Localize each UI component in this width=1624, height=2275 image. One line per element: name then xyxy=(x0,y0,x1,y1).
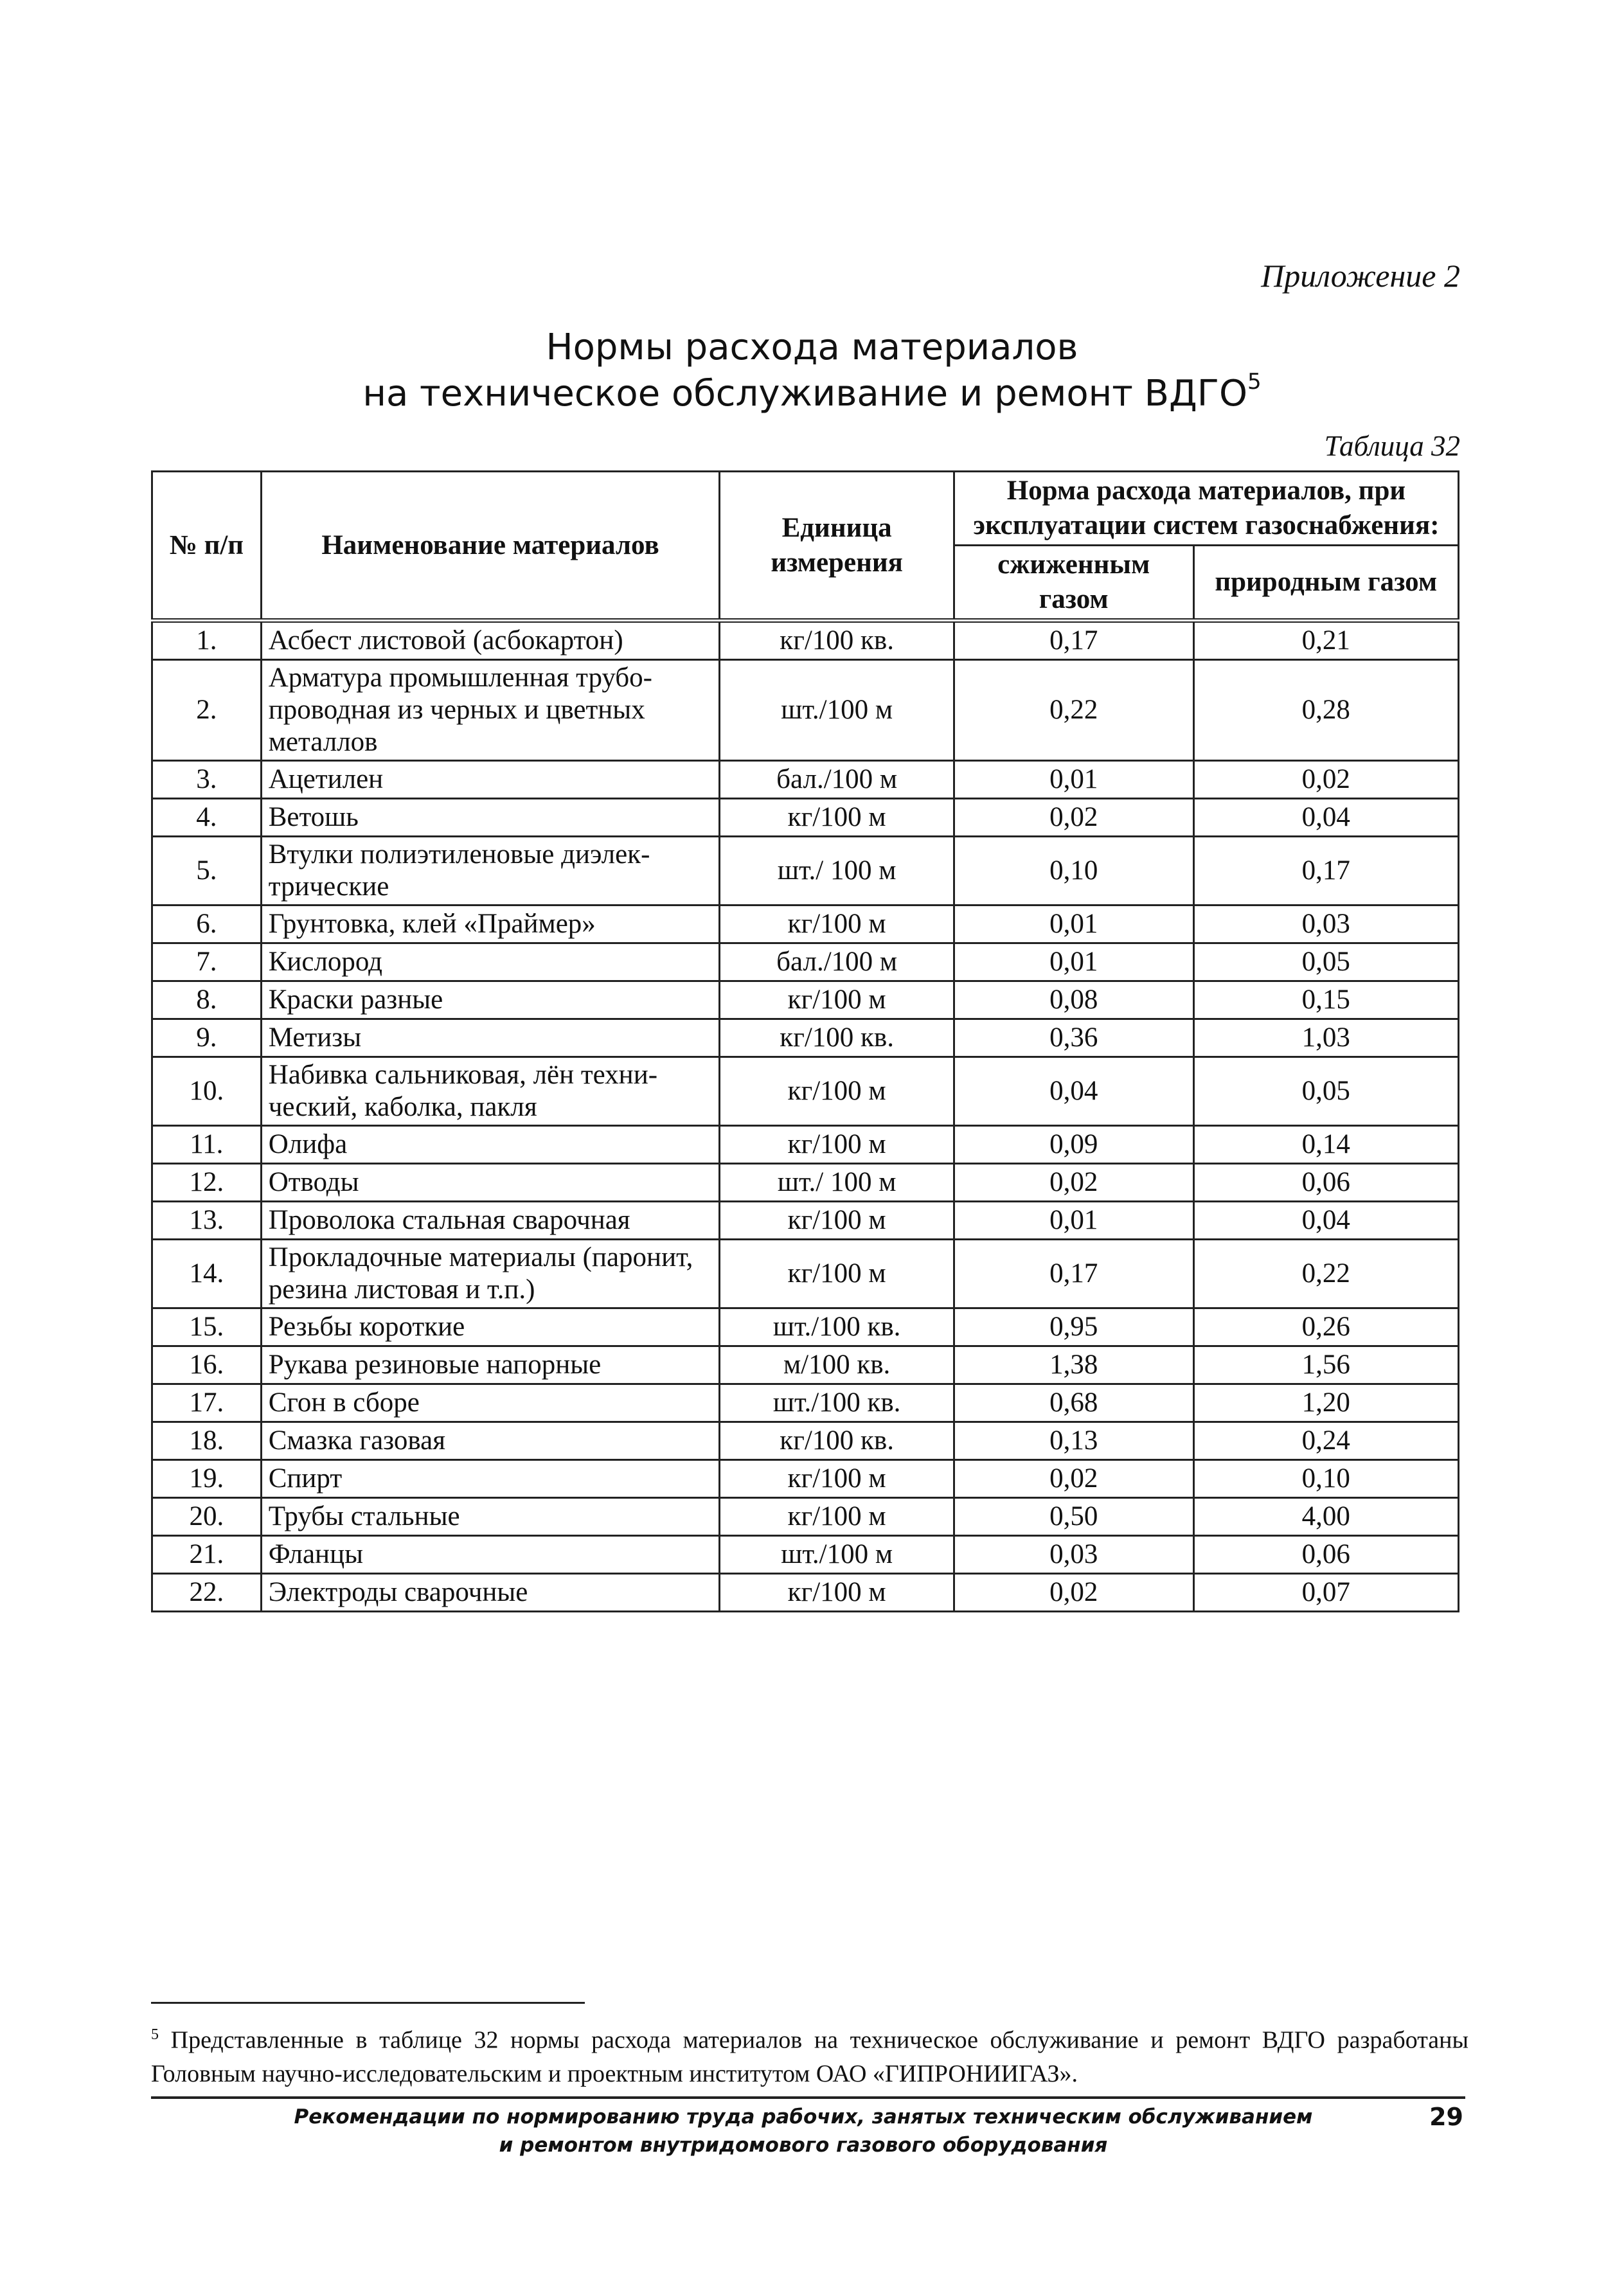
unit-of-measure: шт./100 кв. xyxy=(720,1384,954,1422)
material-name: Отводы xyxy=(261,1164,720,1202)
row-number: 4. xyxy=(152,799,262,837)
row-number: 12. xyxy=(152,1164,262,1202)
material-name: Арматура промышленная трубо-проводная из черных и цветных металлов xyxy=(261,660,720,761)
norm-liquefied-gas: 0,02 xyxy=(954,1574,1193,1612)
row-number: 8. xyxy=(152,981,262,1019)
material-name: Смазка газовая xyxy=(261,1422,720,1460)
norm-liquefied-gas: 0,22 xyxy=(954,660,1193,761)
table-row xyxy=(152,1164,1459,1202)
norm-natural-gas: 0,02 xyxy=(1193,761,1458,799)
table-label: Таблица 32 xyxy=(1324,430,1460,462)
material-name: Олифа xyxy=(261,1126,720,1164)
table-row xyxy=(152,1240,1459,1308)
norm-natural-gas: 0,24 xyxy=(1193,1422,1458,1460)
norm-liquefied-gas: 0,01 xyxy=(954,1202,1193,1240)
norm-natural-gas: 1,03 xyxy=(1193,1019,1458,1057)
norm-natural-gas: 0,05 xyxy=(1193,943,1458,981)
row-number: 21. xyxy=(152,1536,262,1574)
norm-liquefied-gas: 1,38 xyxy=(954,1346,1193,1384)
row-number: 11. xyxy=(152,1126,262,1164)
footnote-mark: 5 xyxy=(151,2026,159,2043)
material-name: Ветошь xyxy=(261,799,720,837)
unit-of-measure: кг/100 м xyxy=(720,1202,954,1240)
table-row xyxy=(152,1057,1459,1126)
table-row xyxy=(152,1308,1459,1346)
unit-of-measure: кг/100 кв. xyxy=(720,1019,954,1057)
row-number: 22. xyxy=(152,1574,262,1612)
table-row xyxy=(152,660,1459,761)
material-name: Фланцы xyxy=(261,1536,720,1574)
unit-of-measure: кг/100 м xyxy=(720,981,954,1019)
norm-natural-gas: 0,06 xyxy=(1193,1536,1458,1574)
material-name: Метизы xyxy=(261,1019,720,1057)
norm-liquefied-gas: 0,68 xyxy=(954,1384,1193,1422)
table-row xyxy=(152,837,1459,906)
norm-natural-gas: 0,10 xyxy=(1193,1460,1458,1498)
norm-natural-gas: 0,06 xyxy=(1193,1164,1458,1202)
norm-liquefied-gas: 0,03 xyxy=(954,1536,1193,1574)
norm-natural-gas: 1,56 xyxy=(1193,1346,1458,1384)
material-name: Резьбы короткие xyxy=(261,1308,720,1346)
table-row xyxy=(152,1384,1459,1422)
table-row xyxy=(152,1422,1459,1460)
norm-liquefied-gas: 0,02 xyxy=(954,1460,1193,1498)
row-number: 13. xyxy=(152,1202,262,1240)
material-name: Кислород xyxy=(261,943,720,981)
unit-of-measure: кг/100 м xyxy=(720,1574,954,1612)
footnote-text: Представленные в таблице 32 нормы расхода материалов на техническое обслуживание и ремонт ВДГО разработаны Головным научно-исследовательским и проектным институтом ОАО «ГИПРОНИИГАЗ». xyxy=(151,2026,1468,2087)
norm-liquefied-gas: 0,02 xyxy=(954,799,1193,837)
material-name: Набивка сальниковая, лён техни-ческий, каболка, пакля xyxy=(261,1057,720,1126)
row-number: 17. xyxy=(152,1384,262,1422)
norm-natural-gas: 0,22 xyxy=(1193,1240,1458,1308)
running-footer xyxy=(270,2103,1337,2159)
material-name: Ацетилен xyxy=(261,761,720,799)
table-row xyxy=(152,1202,1459,1240)
running-footer-line-2: и ремонтом внутридомового газового оборудования xyxy=(499,2134,1108,2157)
norm-liquefied-gas: 0,04 xyxy=(954,1057,1193,1126)
table-row xyxy=(152,906,1459,943)
material-name: Прокладочные материалы (паронит, резина листовая и т.п.) xyxy=(261,1240,720,1308)
table-row xyxy=(152,981,1459,1019)
row-number: 1. xyxy=(152,621,262,660)
norm-natural-gas: 0,03 xyxy=(1193,906,1458,943)
row-number: 5. xyxy=(152,837,262,906)
title-line-2-text: на техническое обслуживание и ремонт ВДГО xyxy=(362,373,1248,415)
header-number: № п/п xyxy=(152,472,262,621)
row-number: 18. xyxy=(152,1422,262,1460)
page-number: 29 xyxy=(1429,2103,1463,2131)
unit-of-measure: шт./ 100 м xyxy=(720,837,954,906)
unit-of-measure: кг/100 кв. xyxy=(720,1422,954,1460)
norm-natural-gas: 0,07 xyxy=(1193,1574,1458,1612)
row-number: 15. xyxy=(152,1308,262,1346)
row-number: 3. xyxy=(152,761,262,799)
table-row xyxy=(152,1574,1459,1612)
table-row xyxy=(152,621,1459,660)
appendix-label: Приложение 2 xyxy=(1261,258,1460,294)
norm-natural-gas: 0,17 xyxy=(1193,837,1458,906)
row-number: 10. xyxy=(152,1057,262,1126)
norm-liquefied-gas: 0,36 xyxy=(954,1019,1193,1057)
row-number: 2. xyxy=(152,660,262,761)
material-name: Трубы стальные xyxy=(261,1498,720,1536)
title-footnote-mark: 5 xyxy=(1247,369,1262,395)
norm-natural-gas: 0,21 xyxy=(1193,621,1458,660)
materials-norms-table xyxy=(151,470,1459,1612)
header-liquefied-gas: сжиженным газом xyxy=(954,546,1193,621)
norm-liquefied-gas: 0,02 xyxy=(954,1164,1193,1202)
table-row xyxy=(152,1536,1459,1574)
row-number: 20. xyxy=(152,1498,262,1536)
unit-of-measure: м/100 кв. xyxy=(720,1346,954,1384)
norm-natural-gas: 0,04 xyxy=(1193,1202,1458,1240)
unit-of-measure: бал./100 м xyxy=(720,943,954,981)
unit-of-measure: шт./100 м xyxy=(720,660,954,761)
norm-liquefied-gas: 0,10 xyxy=(954,837,1193,906)
header-norm-group: Норма расхода материалов, при эксплуатации систем газоснабжения: xyxy=(954,472,1458,546)
unit-of-measure: кг/100 м xyxy=(720,1498,954,1536)
table-row xyxy=(152,943,1459,981)
footer-rule xyxy=(151,2096,1465,2099)
material-name: Краски разные xyxy=(261,981,720,1019)
norm-natural-gas: 1,20 xyxy=(1193,1384,1458,1422)
unit-of-measure: кг/100 м xyxy=(720,906,954,943)
norm-liquefied-gas: 0,17 xyxy=(954,1240,1193,1308)
footnote xyxy=(151,2018,1468,2091)
header-natural-gas: природным газом xyxy=(1193,546,1458,621)
table-row xyxy=(152,1126,1459,1164)
unit-of-measure: кг/100 м xyxy=(720,1240,954,1308)
norm-liquefied-gas: 0,09 xyxy=(954,1126,1193,1164)
row-number: 19. xyxy=(152,1460,262,1498)
unit-of-measure: кг/100 м xyxy=(720,1126,954,1164)
table-row xyxy=(152,799,1459,837)
footnote-separator xyxy=(151,2002,585,2004)
material-name: Рукава резиновые напорные xyxy=(261,1346,720,1384)
unit-of-measure: кг/100 м xyxy=(720,1460,954,1498)
table-row xyxy=(152,1498,1459,1536)
unit-of-measure: бал./100 м xyxy=(720,761,954,799)
norm-liquefied-gas: 0,95 xyxy=(954,1308,1193,1346)
material-name: Сгон в сборе xyxy=(261,1384,720,1422)
table-row xyxy=(152,1346,1459,1384)
norm-liquefied-gas: 0,01 xyxy=(954,906,1193,943)
norm-natural-gas: 0,05 xyxy=(1193,1057,1458,1126)
row-number: 9. xyxy=(152,1019,262,1057)
header-unit: Единица измерения xyxy=(720,472,954,621)
row-number: 16. xyxy=(152,1346,262,1384)
material-name: Проволока стальная сварочная xyxy=(261,1202,720,1240)
title-line-2 xyxy=(0,371,1624,417)
unit-of-measure: шт./100 кв. xyxy=(720,1308,954,1346)
norm-natural-gas: 0,28 xyxy=(1193,660,1458,761)
material-name: Асбест листовой (асбокартон) xyxy=(261,621,720,660)
norm-natural-gas: 0,26 xyxy=(1193,1308,1458,1346)
material-name: Втулки полиэтиленовые диэлек-трические xyxy=(261,837,720,906)
material-name: Грунтовка, клей «Праймер» xyxy=(261,906,720,943)
norm-natural-gas: 0,14 xyxy=(1193,1126,1458,1164)
norm-liquefied-gas: 0,13 xyxy=(954,1422,1193,1460)
row-number: 7. xyxy=(152,943,262,981)
running-footer-line-1: Рекомендации по нормированию труда рабочих, занятых техническим обслуживанием xyxy=(294,2105,1313,2128)
table-body xyxy=(152,621,1459,1612)
unit-of-measure: шт./ 100 м xyxy=(720,1164,954,1202)
header-name: Наименование материалов xyxy=(261,472,720,621)
row-number: 14. xyxy=(152,1240,262,1308)
material-name: Электроды сварочные xyxy=(261,1574,720,1612)
norm-natural-gas: 4,00 xyxy=(1193,1498,1458,1536)
unit-of-measure: кг/100 кв. xyxy=(720,621,954,660)
norm-liquefied-gas: 0,01 xyxy=(954,943,1193,981)
norm-liquefied-gas: 0,01 xyxy=(954,761,1193,799)
table-row xyxy=(152,1019,1459,1057)
unit-of-measure: шт./100 м xyxy=(720,1536,954,1574)
table-header xyxy=(152,472,1459,621)
page-title xyxy=(0,325,1624,417)
norm-liquefied-gas: 0,17 xyxy=(954,621,1193,660)
norm-natural-gas: 0,04 xyxy=(1193,799,1458,837)
norm-liquefied-gas: 0,08 xyxy=(954,981,1193,1019)
material-name: Спирт xyxy=(261,1460,720,1498)
title-line-1: Нормы расхода материалов xyxy=(546,326,1078,368)
row-number: 6. xyxy=(152,906,262,943)
norm-liquefied-gas: 0,50 xyxy=(954,1498,1193,1536)
norm-natural-gas: 0,15 xyxy=(1193,981,1458,1019)
unit-of-measure: кг/100 м xyxy=(720,1057,954,1126)
unit-of-measure: кг/100 м xyxy=(720,799,954,837)
table-row xyxy=(152,1460,1459,1498)
table-row xyxy=(152,761,1459,799)
